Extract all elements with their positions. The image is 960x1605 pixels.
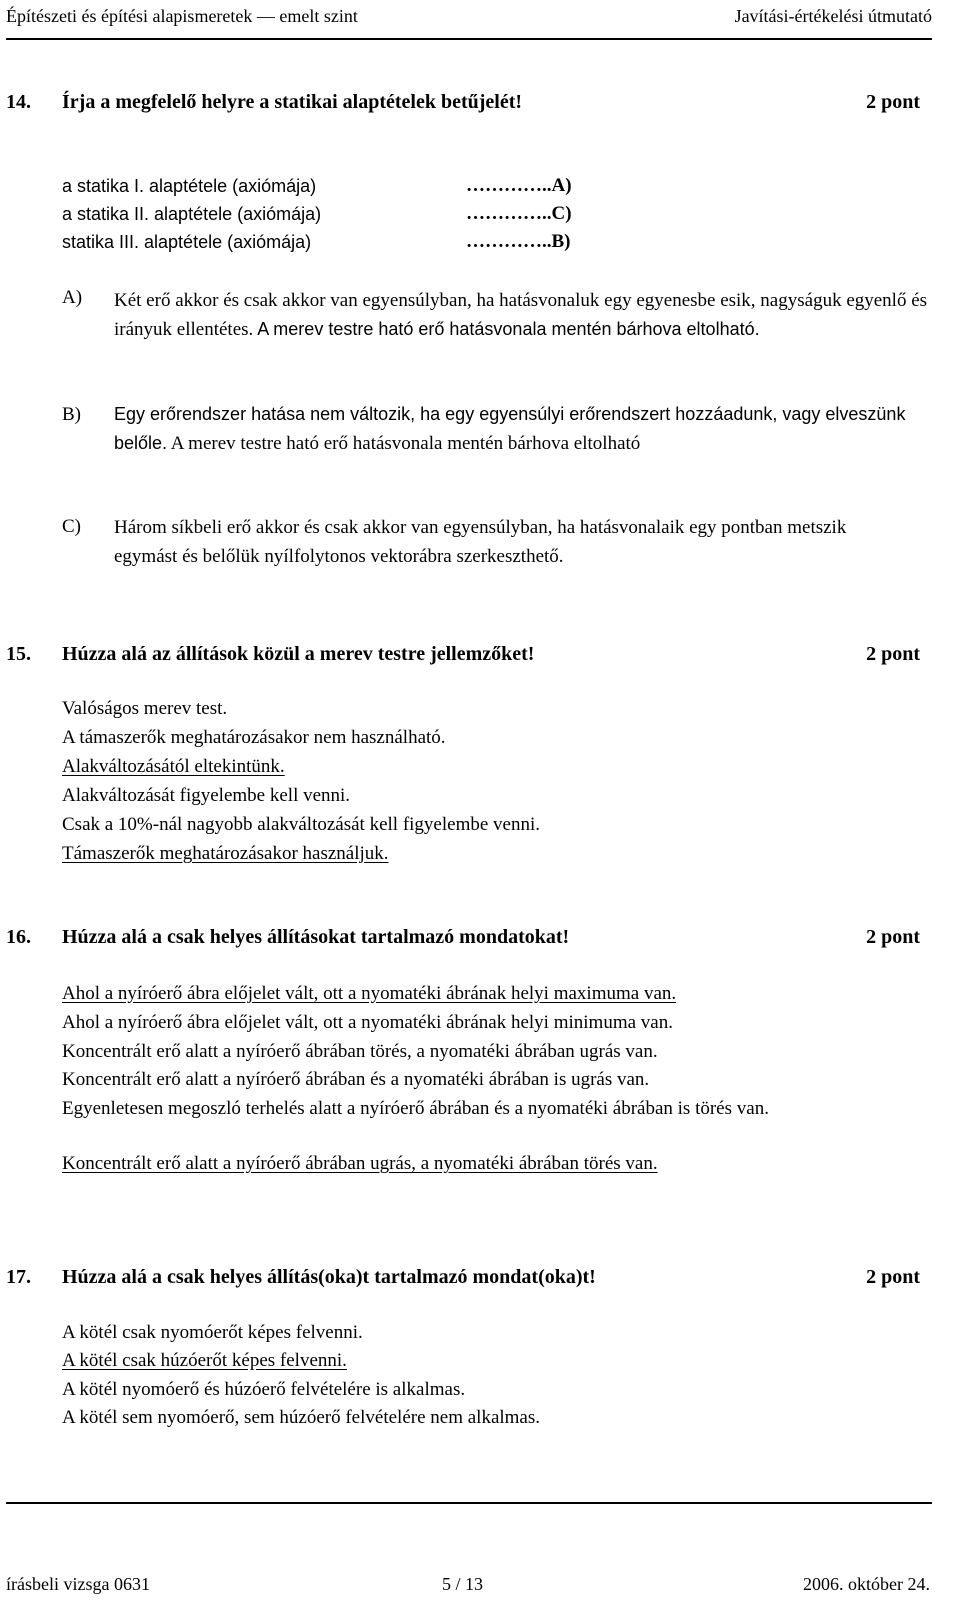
q14-option-c-letter: C) bbox=[62, 516, 81, 537]
q15-number: 15. bbox=[6, 643, 31, 665]
q16-points: 2 pont bbox=[866, 926, 920, 948]
q15-title: Húzza alá az állítások közül a merev testre jellemzőket! bbox=[62, 643, 535, 665]
q16-title: Húzza alá a csak helyes állításokat tartalmazó mondatokat! bbox=[62, 926, 570, 948]
q14-option-b-letter: B) bbox=[62, 404, 81, 425]
q14-title: Írja a megfelelő helyre a statikai alaptételek betűjelét! bbox=[62, 91, 523, 113]
q17-points: 2 pont bbox=[866, 1266, 920, 1288]
q17-item-2: A kötél csak húzóerőt képes felvenni. bbox=[62, 1350, 347, 1371]
q16-item-2: Ahol a nyíróerő ábra előjelet vált, ott a nyomatéki ábrának helyi minimuma van. bbox=[62, 1012, 673, 1033]
q16-item-1: Ahol a nyíróerő ábra előjelet vált, ott a nyomatéki ábrának helyi maximuma van. bbox=[62, 983, 677, 1004]
q14-answer-2: …………..C) bbox=[466, 203, 572, 224]
q17-item-3: A kötél nyomóerő és húzóerő felvételére is alkalmas. bbox=[62, 1379, 466, 1400]
q16-item-4: Koncentrált erő alatt a nyíróerő ábrában és a nyomatéki ábrában is ugrás van. bbox=[62, 1069, 650, 1090]
q15-item-3: Alakváltozásától eltekintünk. bbox=[62, 756, 285, 777]
q15-item-6: Támaszerők meghatározásakor használjuk. bbox=[62, 843, 389, 864]
q14-number: 14. bbox=[6, 91, 31, 113]
q14-line-2: a statika II. alaptétele (axiómája) bbox=[62, 204, 322, 224]
footer-left: írásbeli vizsga 0631 bbox=[6, 1574, 150, 1594]
footer-page-number: 5 / 13 bbox=[442, 1574, 484, 1594]
q15-points: 2 pont bbox=[866, 643, 920, 665]
q14-option-c-text: Három síkbeli erő akkor és csak akkor van egyensúlyban, ha hatásvonalaik egy pontban metszik egymást és belőlük nyílfolytonos vektorábra szerkeszthető. bbox=[114, 517, 847, 567]
q14-option-a-addition: A merev testre ható erő hatásvonala mentén bárhova eltolható. bbox=[253, 319, 760, 339]
q16-item-5: Egyenletesen megoszló terhelés alatt a nyíróerő ábrában és a nyomatéki ábrában is törés van. bbox=[62, 1098, 769, 1119]
q14-line-1: a statika I. alaptétele (axiómája) bbox=[62, 176, 317, 196]
q16-item-6: Koncentrált erő alatt a nyíróerő ábrában ugrás, a nyomatéki ábrában törés van. bbox=[62, 1153, 658, 1174]
q17-number: 17. bbox=[6, 1266, 31, 1288]
footer-date: 2006. október 24. bbox=[803, 1574, 930, 1594]
q16-item-3: Koncentrált erő alatt a nyíróerő ábrában törés, a nyomatéki ábrában ugrás van. bbox=[62, 1041, 658, 1062]
q15-item-4: Alakváltozását figyelembe kell venni. bbox=[62, 785, 351, 806]
q14-option-a bbox=[114, 286, 944, 344]
q14-option-b-text: Egy erőrendszer hatása nem változik, ha egy egyensúlyi erőrendszert hozzáadunk, vagy elveszünk belőle. bbox=[114, 404, 906, 453]
q14-option-a-letter: A) bbox=[62, 287, 83, 308]
header-left: Építészeti és építési alapismeretek — emelt szint bbox=[6, 6, 358, 26]
q14-answer-1: …………..A) bbox=[466, 175, 572, 196]
q14-line-3: statika III. alaptétele (axiómája) bbox=[62, 232, 312, 252]
q15-item-1: Valóságos merev test. bbox=[62, 698, 228, 719]
q17-item-4: A kötél sem nyomóerő, sem húzóerő felvételére nem alkalmas. bbox=[62, 1407, 541, 1428]
footer-rule bbox=[6, 1502, 932, 1504]
q14-option-a-text: Két erő akkor és csak akkor van egyensúlyban, ha hatásvonaluk egy egyenesbe esik, nagyságuk egyenlő és irányuk ellentétes. bbox=[114, 290, 928, 340]
header-rule bbox=[6, 38, 932, 40]
q17-item-1: A kötél csak nyomóerőt képes felvenni. bbox=[62, 1322, 363, 1343]
q16-number: 16. bbox=[6, 926, 31, 948]
q14-answer-3: …………..B) bbox=[466, 231, 571, 252]
q14-option-b bbox=[114, 400, 944, 458]
q14-points: 2 pont bbox=[866, 91, 920, 113]
q15-item-5: Csak a 10%-nál nagyobb alakváltozását kell figyelembe venni. bbox=[62, 814, 541, 835]
header-right: Javítási-értékelési útmutató bbox=[734, 6, 932, 26]
q15-item-2: A támaszerők meghatározásakor nem használható. bbox=[62, 727, 446, 748]
q14-option-b-addition: A merev testre ható erő hatásvonala mentén bárhova eltolható bbox=[167, 433, 641, 454]
q14-option-c bbox=[114, 513, 904, 571]
q17-title: Húzza alá a csak helyes állítás(oka)t tartalmazó mondat(oka)t! bbox=[62, 1266, 596, 1288]
